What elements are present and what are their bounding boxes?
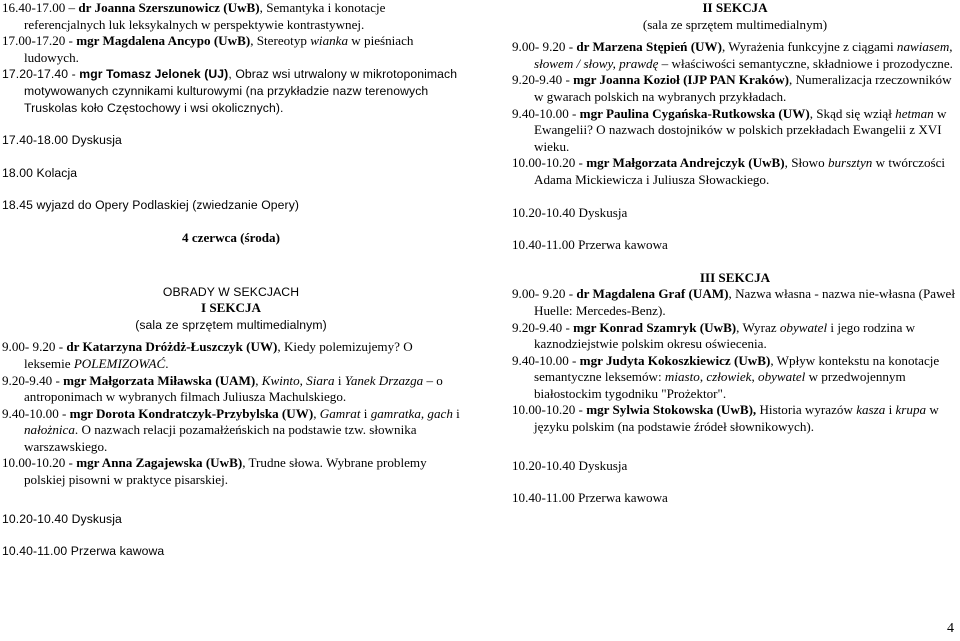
page-number: 4 [947, 621, 954, 637]
program-entry: 10.00-10.20 - mgr Małgorzata Andrejczyk (UwB), Słowo bursztyn w twórczości Adama Mickiewicza i Juliusza Słowackiego. [512, 155, 946, 187]
discussion-slot: 10.20-10.40 Dyskusja [512, 204, 628, 220]
discussion-slot: 10.20-10.40 Dyskusja [2, 511, 122, 526]
opera-trip-slot: 18.45 wyjazd do Opery Podlaskiej (zwiedzanie Opery) [2, 198, 300, 213]
program-entry: 10.00-10.20 - mgr Anna Zagajewska (UwB), Trudne słowa. Wybrane problemy polskiej pisowni w praktyce pisarskiej. [2, 455, 427, 488]
coffee-break-slot: 10.40-11.00 Przerwa kawowa [2, 544, 165, 559]
program-entry: 9.00- 9.20 - dr Magdalena Graf (UAM), Nazwa własna - nazwa nie-własna (Paweł Huelle: Mercedes-Benz). [512, 286, 956, 318]
program-entry: 9.40-10.00 - mgr Dorota Kondratczyk-Przybylska (UW), Gamrat i gamratka, gach i nałożnica. O nazwach relacji pozamałżeńskich na podstawie tzw. słownika warszawskiego. [2, 405, 460, 454]
right-column [512, 0, 958, 507]
program-entry: 17.00-17.20 - mgr Magdalena Ancypo (UwB), Stereotyp wianka w pieśniach ludowych. [2, 33, 414, 65]
sessions-heading: OBRADY W SEKCJACH [162, 284, 300, 299]
coffee-break-slot: 10.40-11.00 Przerwa kawowa [512, 237, 668, 253]
discussion-slot: 17.40-18.00 Dyskusja [2, 133, 122, 148]
program-entry: 17.20-17.40 - mgr Tomasz Jelonek (UJ), Obraz wsi utrwalony w mikrotoponimach motywowanych czynnikami kulturowymi (na przykładzie nazw terenowych Truskolas koło Częstochowy i wsi okolicznych). [2, 67, 458, 115]
program-entry: 9.20-9.40 - mgr Joanna Kozioł (IJP PAN Kraków), Numeralizacja rzeczowników w gwarach polskich na wybranych przykładach. [512, 72, 952, 104]
program-entry: 9.40-10.00 - mgr Judyta Kokoszkiewicz (UwB), Wpływ kontekstu na konotacje semantyczne leksemów: miasto, człowiek, obywatel w przedwojennym białostockim tygodniku "Prożektor". [512, 352, 940, 401]
section-title: I SEKCJA [200, 300, 262, 316]
section-room: (sala ze sprzętem multimedialnym) [135, 317, 327, 332]
discussion-slot: 10.20-10.40 Dyskusja [512, 457, 628, 473]
left-column [2, 0, 460, 560]
program-entry: 9.20-9.40 - mgr Konrad Szamryk (UwB), Wyraz obywatel i jego rodzina w kaznodziejstwie polskim okresu oświecenia. [512, 319, 916, 352]
program-entry: 9.00- 9.20 - dr Katarzyna Dróżdż-Łuszczyk (UW), Kiedy polemizujemy? O leksemie POLEMIZOWAĆ. [2, 339, 413, 371]
day-heading: 4 czerwca (środa) [182, 229, 280, 245]
section-title: III SEKCJA [699, 269, 771, 285]
section-room: (sala ze sprzętem multimedialnym) [642, 16, 828, 32]
program-entry: 9.20-9.40 - mgr Małgorzata Miławska (UAM), Kwinto, Siara i Yanek Drzazga – o antroponimach w wybranych filmach Juliusza Machulskiego. [2, 372, 443, 405]
program-entry: 9.00- 9.20 - dr Marzena Stępień (UW), Wyrażenia funkcyjne z ciągami nawiasem, słowem / słowy, prawdę – właściwości semantyczne, składniowe i prozodyczne. [512, 39, 953, 71]
section-title: II SEKCJA [702, 0, 768, 15]
program-entry: 16.40-17.00 – dr Joanna Szerszunowicz (UwB), Semantyka i konotacje referencjalnych luk leksykalnych w perspektywie kontrastywnej. [2, 0, 386, 32]
coffee-break-slot: 10.40-11.00 Przerwa kawowa [512, 490, 668, 506]
program-entry: 10.00-10.20 - mgr Sylwia Stokowska (UwB), Historia wyrazów kasza i krupa w języku polskim (na podstawie źródeł słownikowych). [512, 402, 939, 435]
supper-slot: 18.00 Kolacja [2, 165, 78, 180]
program-entry: 9.40-10.00 - mgr Paulina Cygańska-Rutkowska (UW), Skąd się wziął hetman w Ewangelii? O nazwach dostojników w polskich przekładach Ewangelii z XVI wieku. [512, 105, 947, 154]
